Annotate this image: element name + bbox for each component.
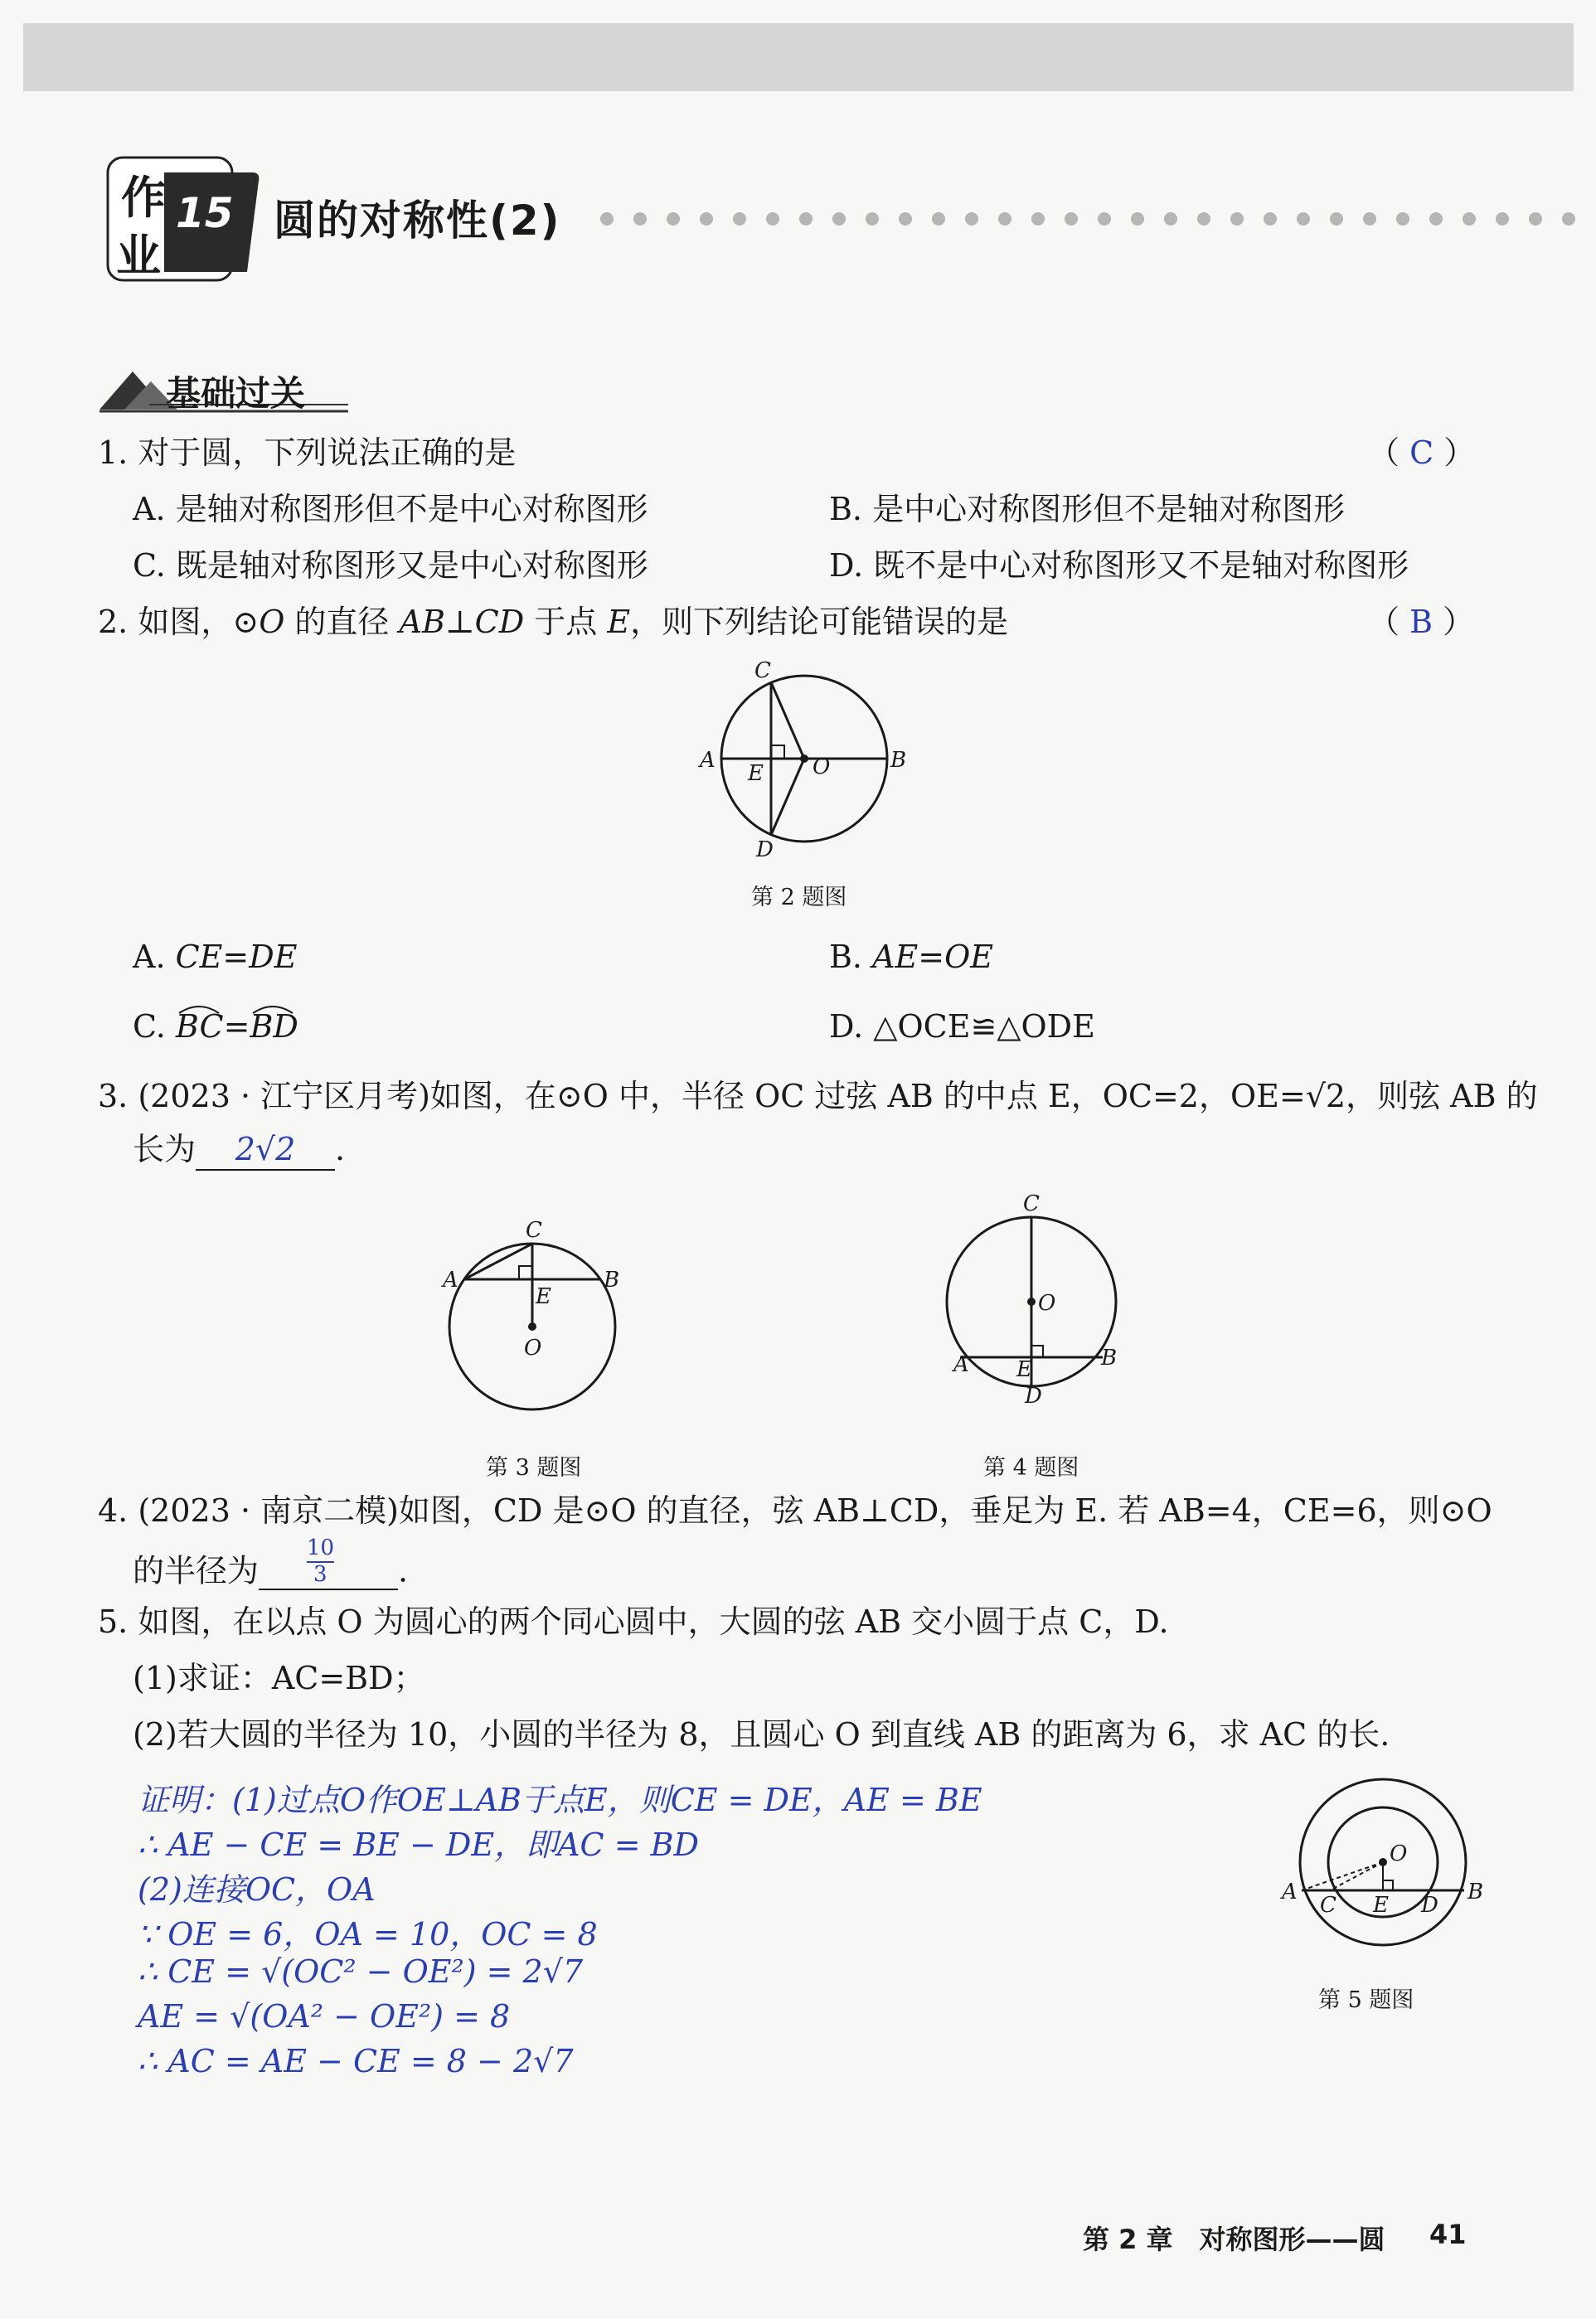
q1-stem: 1. 对于圆，下列说法正确的是 [98,434,517,471]
q2-stem-d: 于点 [524,604,608,640]
q2-opt-c-eq: = [223,1008,250,1045]
q2-stem [98,604,1008,642]
q2-label-e: E [748,761,764,786]
q1-answer: C [1409,434,1434,471]
q1-option-d: D. 既不是中心对称图形又不是轴对称图形 [829,547,1409,584]
q5-label-o: O [1390,1841,1408,1866]
badge-char-bottom: 业 [116,230,161,282]
q2-label-b: B [890,748,907,773]
q2-answer-paren [1368,604,1474,642]
q1-option-a: A. 是轴对称图形但不是中心对称图形 [133,491,648,527]
q5-label-c: C [1320,1893,1336,1918]
title-dots [599,211,1585,227]
q5-label-a: A [1282,1880,1298,1904]
q4-answer-numerator: 10 [307,1535,334,1563]
q5-caption: 第 5 题图 [1318,1987,1414,2013]
q5-label-e: E [1373,1893,1389,1918]
page-number: 41 [1429,2219,1467,2250]
q2-option-a [133,939,297,977]
q5-solution-line-4: ∵ OE = 6，OA = 10，OC = 8 [138,1916,598,1953]
q2-arc-bd [250,1008,298,1045]
q3-line2-suffix: . [335,1131,346,1167]
q5-solution-line-1: 证明：(1)过点O作OE⊥AB于点E，则CE = DE，AE = BE [138,1782,982,1818]
q2-opt-a-prefix: A. [133,939,176,975]
q4-figure [937,1186,1136,1426]
q3-line2 [133,1131,345,1171]
q1-paren-close: ） [1443,434,1476,471]
q5-figure [1277,1774,1492,1965]
q2-stem-o: O [259,604,285,640]
q2-opt-c-prefix: C. [133,1008,176,1045]
q4-label-b: B [1101,1346,1118,1371]
q4-label-d: D [1025,1384,1042,1409]
q3-label-b: B [604,1268,620,1293]
q5-solution-line-6: AE = √(OA² − OE²) = 8 [138,1998,511,2035]
q2-option-c [133,1008,298,1046]
q3-label-e: E [536,1284,551,1309]
q2-arc-bd-text: BD [250,1008,298,1045]
q2-opt-b-body: AE=OE [872,939,994,975]
top-band [23,23,1574,91]
q2-stem-b: 的直径 [284,604,400,640]
footer-chapter: 第 2 章 对称图形——圆 [1083,2224,1385,2255]
q4-label-c: C [1023,1191,1040,1216]
q5-solution-line-3: (2)连接OC，OA [138,1871,376,1908]
q1-answer-paren [1368,434,1475,473]
q2-label-o: O [813,754,831,779]
q3-label-a: A [443,1268,458,1293]
q2-arc-bc-text: BC [175,1008,224,1045]
q4-answer-blank [259,1535,398,1590]
q5-part1: (1)求证：AC=BD； [133,1660,425,1696]
q4-answer-denominator: 3 [313,1562,327,1587]
q5-solution-line-2: ∴ AE − CE = BE − DE，即AC = BD [138,1827,700,1863]
q4-line2-suffix: . [398,1552,409,1589]
q2-opt-a-body: CE=DE [175,939,298,975]
q4-line2 [133,1535,409,1590]
q3-figure [439,1210,638,1426]
q5-solution-line-5: ∴ CE = √(OC² − OE²) = 2√7 [138,1953,584,1990]
q3-label-o: O [524,1336,542,1361]
q2-label-a: A [700,748,716,773]
q2-stem-c: AB⊥CD [399,604,525,640]
q2-caption: 第 2 题图 [751,885,847,910]
q2-arc-bc [176,1008,224,1045]
q5-label-b: B [1467,1880,1484,1904]
q2-stem-a: 2. 如图，⊙ [98,604,260,640]
q3-line2-prefix: 长为 [133,1131,196,1167]
q3-answer-blank [196,1131,335,1171]
q2-paren-open: （ [1368,604,1400,640]
q3-caption: 第 3 题图 [486,1455,582,1481]
q2-label-d: D [756,837,774,858]
q4-label-o: O [1038,1291,1056,1316]
q4-label-e: E [1016,1357,1032,1382]
q1-option-c: C. 既是轴对称图形又是中心对称图形 [133,547,648,584]
q2-figure [696,659,912,858]
q4-line2-prefix: 的半径为 [133,1552,260,1589]
badge-number: 15 [176,189,234,237]
q4-caption: 第 4 题图 [983,1455,1079,1481]
q3-line1: 3. (2023 · 江宁区月考)如图，在⊙O 中，半径 OC 过弦 AB 的中点 E，OC=2，OE=√2，则弦 AB 的 [98,1078,1538,1114]
q2-stem-e: E [607,604,631,640]
q2-option-b [829,939,993,977]
q4-label-a: A [953,1352,969,1377]
q2-stem-f: ，则下列结论可能错误的是 [630,604,1009,640]
q2-opt-b-prefix: B. [829,939,873,975]
q5-part2: (2)若大圆的半径为 10，小圆的半径为 8，且圆心 O 到直线 AB 的距离为 6，求 AC 的长. [133,1716,1390,1753]
q1-paren-open: （ [1368,434,1400,471]
q2-answer: B [1409,604,1433,640]
q1-option-b: B. 是中心对称图形但不是轴对称图形 [829,491,1346,527]
badge-char-top: 作 [121,172,166,224]
lesson-title: 圆的对称性(2) [274,196,561,245]
q5-solution-line-7: ∴ AC = AE − CE = 8 − 2√7 [138,2043,574,2079]
q2-option-d: D. △OCE≌△ODE [829,1008,1095,1045]
q5-label-d: D [1421,1893,1438,1918]
q3-answer: 2√2 [235,1131,296,1167]
q2-label-c: C [754,659,771,683]
q5-stem: 5. 如图，在以点 O 为圆心的两个同心圆中，大圆的弦 AB 交小圆于点 C，D. [98,1603,1169,1640]
q3-label-c: C [526,1218,542,1243]
q2-paren-close: ） [1443,604,1475,640]
section-title: 基础过关 [166,373,306,414]
q4-line1: 4. (2023 · 南京二模)如图，CD 是⊙O 的直径，弦 AB⊥CD，垂足为 E. 若 AB=4，CE=6，则⊙O [98,1492,1492,1529]
